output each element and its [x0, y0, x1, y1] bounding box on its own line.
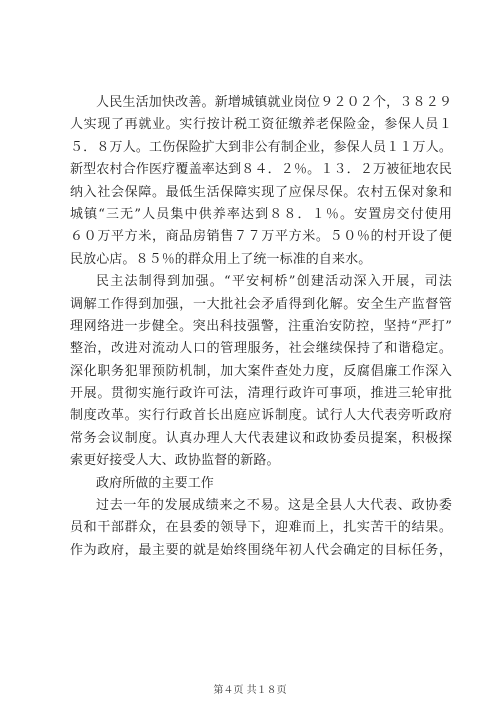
paragraph-line: 理网络进一步健全。突出科技强警，注重治安防控，坚持“严打”: [70, 318, 452, 334]
page-number-label: 第４页 共１８页: [213, 685, 287, 696]
paragraph-line: 调解工作得到加强，一大批社会矛盾得到化解。安全生产监督管: [70, 296, 452, 312]
paragraph-line: 整治，改进对流动人口的管理服务，社会继续保持了和谐稳定。: [70, 341, 452, 357]
paragraph-line: 人民生活加快改善。新增城镇就业岗位９２０２个，３８２９: [96, 95, 452, 110]
paragraph-line: 常务会议制度。认真办理人大代表建议和政协委员提案，积极探: [70, 430, 452, 446]
document-body: [70, 92, 452, 562]
paragraph-line: 人实现了再就业。实行按计税工资征缴养老保险金，参保人员１: [70, 117, 452, 133]
paragraph-line: 民主法制得到加强。“平安柯桥”创建活动深入开展，司法: [96, 274, 452, 290]
section-heading: 政府所做的主要工作: [96, 475, 214, 491]
paragraph-line: ５．８万人。工伤保险扩大到非公有制企业，参保人员１１万人。: [70, 139, 452, 155]
paragraph-line: 民放心店。８５％的群众用上了统一标准的自来水。: [70, 251, 372, 267]
paragraph-line: 纳入社会保障。最低生活保障实现了应保尽保。农村五保对象和: [70, 184, 452, 200]
paragraph-line: 开展。贯彻实施行政许可法，清理行政许可事项，推进三轮审批: [70, 386, 452, 402]
paragraph-line: 制度改革。实行行政首长出庭应诉制度。试行人大代表旁听政府: [70, 408, 452, 424]
paragraph-line: ６０万平方米，商品房销售７７万平方米。５０％的村开设了便: [70, 229, 452, 245]
paragraph-line: 深化职务犯罪预防机制，加大案件查处力度，反腐倡廉工作深入: [70, 363, 452, 379]
paragraph-line: 新型农村合作医疗覆盖率达到８４．２％。１３．２万被征地农民: [70, 162, 452, 178]
paragraph-line: 过去一年的发展成绩来之不易。这是全县人大代表、政协委: [96, 498, 452, 514]
paragraph-line: 员和干部群众，在县委的领导下，迎难而上，扎实苦干的结果。: [70, 520, 452, 536]
paragraph-line: 作为政府，最主要的就是始终围绕年初人代会确定的目标任务，: [70, 542, 452, 558]
page-footer: [0, 681, 500, 696]
paragraph-line: 索更好接受人大、政协监督的新路。: [70, 453, 280, 469]
paragraph-line: 城镇“三无”人员集中供养率达到８８．１％。安置房交付使用: [70, 206, 452, 222]
